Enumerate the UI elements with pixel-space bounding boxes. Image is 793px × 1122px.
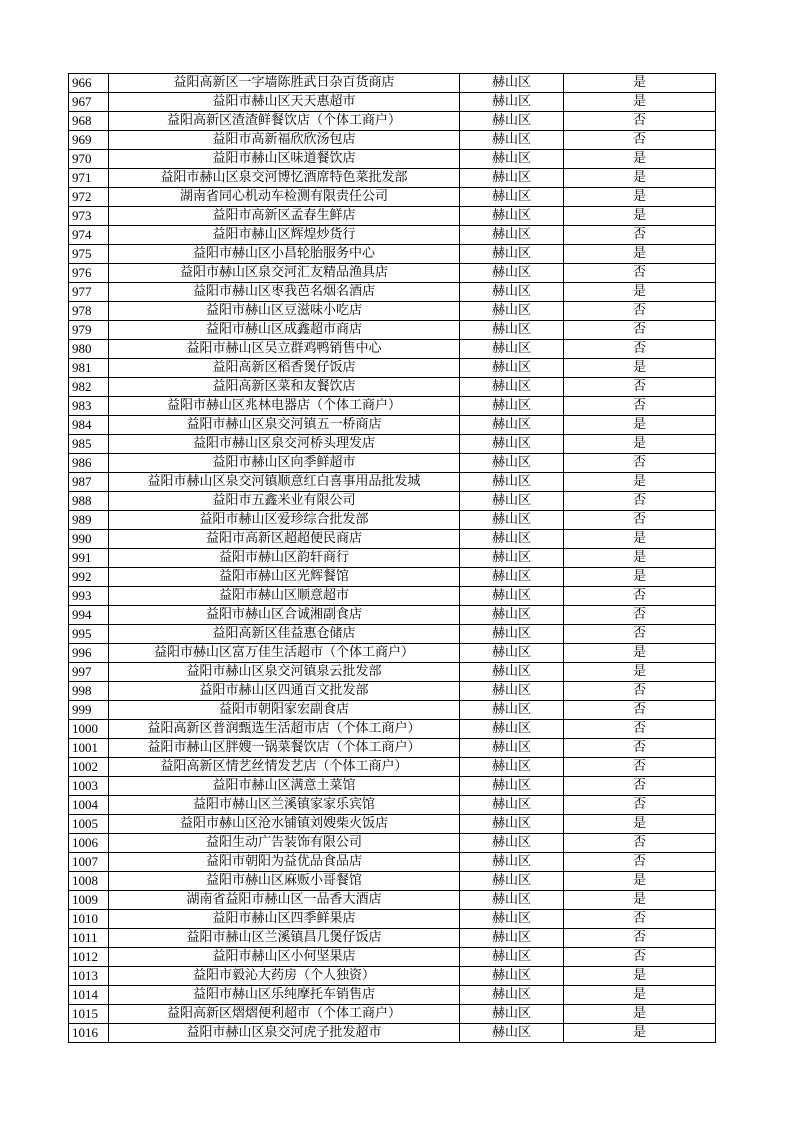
business-name-cell: 益阳市赫山区合诚湘副食店 [109,606,460,625]
business-name-cell: 湖南省同心机动车检测有限责任公司 [109,188,460,207]
table-row [69,701,716,720]
table-row [69,853,716,872]
business-name-cell: 益阳市赫山区兰溪镇昌几煲仔饭店 [109,929,460,948]
business-name-cell: 益阳市赫山区味道餐饮店 [109,150,460,169]
table-row [69,815,716,834]
status-flag-cell: 否 [564,853,716,872]
table-row [69,606,716,625]
row-number-cell: 1008 [69,872,109,891]
status-flag-cell: 是 [564,245,716,264]
status-flag-cell: 否 [564,625,716,644]
district-cell: 赫山区 [460,169,564,188]
district-cell: 赫山区 [460,283,564,302]
status-flag-cell: 否 [564,302,716,321]
district-cell: 赫山区 [460,568,564,587]
district-cell: 赫山区 [460,758,564,777]
status-flag-cell: 是 [564,169,716,188]
business-name-cell: 益阳市赫山区沧水铺镇刘嫂柴火饭店 [109,815,460,834]
district-cell: 赫山区 [460,967,564,986]
row-number-cell: 974 [69,226,109,245]
table-row [69,340,716,359]
table-row [69,302,716,321]
row-number-cell: 993 [69,587,109,606]
status-flag-cell: 是 [564,663,716,682]
business-name-cell: 益阳高新区稻香煲仔饭店 [109,359,460,378]
row-number-cell: 981 [69,359,109,378]
table-row [69,359,716,378]
table-row [69,492,716,511]
business-name-cell: 湖南省益阳市赫山区一品香大酒店 [109,891,460,910]
status-flag-cell: 否 [564,397,716,416]
row-number-cell: 986 [69,454,109,473]
table-row [69,891,716,910]
status-flag-cell: 否 [564,264,716,283]
status-flag-cell: 否 [564,378,716,397]
table-row [69,549,716,568]
district-cell: 赫山区 [460,663,564,682]
business-name-cell: 益阳市赫山区小昌轮胎服务中心 [109,245,460,264]
district-cell: 赫山区 [460,264,564,283]
district-cell: 赫山区 [460,1024,564,1043]
business-name-cell: 益阳高新区熠熠便利超市（个体工商户） [109,1005,460,1024]
table-row [69,587,716,606]
business-name-cell: 益阳市赫山区四季鲜果店 [109,910,460,929]
status-flag-cell: 是 [564,872,716,891]
business-name-cell: 益阳市赫山区泉交河汇友精品渔具店 [109,264,460,283]
table-row [69,910,716,929]
business-name-cell: 益阳高新区一字墙陈胜武日杂百货商店 [109,74,460,93]
status-flag-cell: 是 [564,1005,716,1024]
status-flag-cell: 是 [564,416,716,435]
row-number-cell: 984 [69,416,109,435]
table-row [69,112,716,131]
district-cell: 赫山区 [460,93,564,112]
row-number-cell: 987 [69,473,109,492]
table-row [69,967,716,986]
business-name-cell: 益阳市赫山区成鑫超市商店 [109,321,460,340]
row-number-cell: 1009 [69,891,109,910]
row-number-cell: 1002 [69,758,109,777]
row-number-cell: 997 [69,663,109,682]
status-flag-cell: 否 [564,739,716,758]
business-name-cell: 益阳市赫山区泉交河镇顺意红白喜事用品批发城 [109,473,460,492]
business-name-cell: 益阳市五鑫米业有限公司 [109,492,460,511]
district-cell: 赫山区 [460,739,564,758]
status-flag-cell: 是 [564,549,716,568]
table-row [69,777,716,796]
district-cell: 赫山区 [460,397,564,416]
business-name-cell: 益阳高新区普润甄选生活超市店（个体工商户） [109,720,460,739]
business-name-cell: 益阳市朝阳为益优品食品店 [109,853,460,872]
district-cell: 赫山区 [460,929,564,948]
district-cell: 赫山区 [460,321,564,340]
status-flag-cell: 是 [564,150,716,169]
business-name-cell: 益阳市赫山区满意土菜馆 [109,777,460,796]
district-cell: 赫山区 [460,834,564,853]
table-row [69,758,716,777]
business-name-cell: 益阳市赫山区四通百文批发部 [109,682,460,701]
business-name-cell: 益阳市赫山区麻贩小哥餐馆 [109,872,460,891]
table-row [69,720,716,739]
table-row [69,283,716,302]
status-flag-cell: 否 [564,777,716,796]
business-name-cell: 益阳高新区菜和友餐饮店 [109,378,460,397]
business-name-cell: 益阳市赫山区富万佳生活超市（个体工商户） [109,644,460,663]
status-flag-cell: 是 [564,986,716,1005]
district-cell: 赫山区 [460,530,564,549]
table-row [69,530,716,549]
status-flag-cell: 是 [564,74,716,93]
row-number-cell: 1000 [69,720,109,739]
table-row [69,74,716,93]
table-row [69,131,716,150]
row-number-cell: 1015 [69,1005,109,1024]
table-row [69,511,716,530]
district-cell: 赫山区 [460,74,564,93]
table-row [69,568,716,587]
status-flag-cell: 否 [564,948,716,967]
status-flag-cell: 是 [564,473,716,492]
district-cell: 赫山区 [460,777,564,796]
row-number-cell: 969 [69,131,109,150]
row-number-cell: 996 [69,644,109,663]
row-number-cell: 990 [69,530,109,549]
business-name-cell: 益阳市高新区超超便民商店 [109,530,460,549]
row-number-cell: 1016 [69,1024,109,1043]
table-row [69,454,716,473]
status-flag-cell: 是 [564,891,716,910]
status-flag-cell: 否 [564,340,716,359]
row-number-cell: 1004 [69,796,109,815]
row-number-cell: 999 [69,701,109,720]
business-name-cell: 益阳市朝阳家宏副食店 [109,701,460,720]
district-cell: 赫山区 [460,378,564,397]
table-row [69,644,716,663]
district-cell: 赫山区 [460,435,564,454]
table-row [69,321,716,340]
business-name-cell: 益阳市赫山区枣我芭名烟名酒店 [109,283,460,302]
business-name-cell: 益阳高新区渣渣鲜餐饮店（个体工商户） [109,112,460,131]
table-row [69,1024,716,1043]
table-row [69,872,716,891]
district-cell: 赫山区 [460,245,564,264]
table-row [69,682,716,701]
status-flag-cell: 是 [564,435,716,454]
row-number-cell: 1007 [69,853,109,872]
table-row [69,625,716,644]
table-body [69,74,716,1043]
table-row [69,1005,716,1024]
status-flag-cell: 是 [564,967,716,986]
district-cell: 赫山区 [460,1005,564,1024]
row-number-cell: 979 [69,321,109,340]
business-name-cell: 益阳市赫山区兆林电器店（个体工商户） [109,397,460,416]
status-flag-cell: 是 [564,359,716,378]
business-name-cell: 益阳市赫山区乐纯摩托车销售店 [109,986,460,1005]
status-flag-cell: 是 [564,188,716,207]
table-row [69,207,716,226]
district-cell: 赫山区 [460,644,564,663]
table-row [69,473,716,492]
status-flag-cell: 否 [564,492,716,511]
district-cell: 赫山区 [460,549,564,568]
district-cell: 赫山区 [460,511,564,530]
business-name-cell: 益阳市赫山区兰溪镇家家乐宾馆 [109,796,460,815]
business-name-cell: 益阳市高新福欣欣汤包店 [109,131,460,150]
status-flag-cell: 否 [564,606,716,625]
district-cell: 赫山区 [460,131,564,150]
business-name-cell: 益阳市赫山区泉交河博忆酒席特色菜批发部 [109,169,460,188]
district-cell: 赫山区 [460,872,564,891]
row-number-cell: 1003 [69,777,109,796]
district-cell: 赫山区 [460,207,564,226]
row-number-cell: 998 [69,682,109,701]
row-number-cell: 1005 [69,815,109,834]
district-cell: 赫山区 [460,587,564,606]
district-cell: 赫山区 [460,606,564,625]
district-cell: 赫山区 [460,948,564,967]
table-row [69,435,716,454]
business-name-cell: 益阳市赫山区泉交河桥头理发店 [109,435,460,454]
table-row [69,739,716,758]
business-name-cell: 益阳市赫山区天天惠超市 [109,93,460,112]
district-cell: 赫山区 [460,625,564,644]
business-name-cell: 益阳市赫山区爱珍综合批发部 [109,511,460,530]
table-row [69,226,716,245]
status-flag-cell: 否 [564,929,716,948]
status-flag-cell: 否 [564,701,716,720]
row-number-cell: 970 [69,150,109,169]
row-number-cell: 975 [69,245,109,264]
row-number-cell: 989 [69,511,109,530]
business-name-cell: 益阳市赫山区光辉餐馆 [109,568,460,587]
row-number-cell: 976 [69,264,109,283]
table-row [69,264,716,283]
business-name-cell: 益阳生动广告装饰有限公司 [109,834,460,853]
district-cell: 赫山区 [460,720,564,739]
row-number-cell: 968 [69,112,109,131]
row-number-cell: 991 [69,549,109,568]
district-cell: 赫山区 [460,226,564,245]
district-cell: 赫山区 [460,359,564,378]
district-cell: 赫山区 [460,492,564,511]
status-flag-cell: 否 [564,796,716,815]
row-number-cell: 985 [69,435,109,454]
district-cell: 赫山区 [460,340,564,359]
district-cell: 赫山区 [460,815,564,834]
table-row [69,834,716,853]
table-row [69,663,716,682]
row-number-cell: 980 [69,340,109,359]
row-number-cell: 983 [69,397,109,416]
row-number-cell: 1010 [69,910,109,929]
row-number-cell: 1006 [69,834,109,853]
row-number-cell: 994 [69,606,109,625]
row-number-cell: 1001 [69,739,109,758]
status-flag-cell: 是 [564,568,716,587]
district-cell: 赫山区 [460,112,564,131]
business-name-cell: 益阳市赫山区泉交河虎子批发超市 [109,1024,460,1043]
district-cell: 赫山区 [460,302,564,321]
business-name-cell: 益阳市赫山区泉交河镇五一桥商店 [109,416,460,435]
district-cell: 赫山区 [460,682,564,701]
status-flag-cell: 否 [564,682,716,701]
district-cell: 赫山区 [460,891,564,910]
row-number-cell: 1011 [69,929,109,948]
status-flag-cell: 是 [564,1024,716,1043]
status-flag-cell: 否 [564,720,716,739]
row-number-cell: 967 [69,93,109,112]
table-row [69,378,716,397]
row-number-cell: 1014 [69,986,109,1005]
row-number-cell: 982 [69,378,109,397]
row-number-cell: 971 [69,169,109,188]
status-flag-cell: 是 [564,283,716,302]
business-name-cell: 益阳高新区佳益惠仓储店 [109,625,460,644]
business-name-cell: 益阳市赫山区辉煌炒货行 [109,226,460,245]
row-number-cell: 977 [69,283,109,302]
status-flag-cell: 否 [564,587,716,606]
business-register-table [68,73,716,1043]
business-name-cell: 益阳市赫山区小何坚果店 [109,948,460,967]
business-name-cell: 益阳市赫山区豆滋味小吃店 [109,302,460,321]
table-row [69,929,716,948]
district-cell: 赫山区 [460,853,564,872]
status-flag-cell: 是 [564,207,716,226]
status-flag-cell: 是 [564,644,716,663]
status-flag-cell: 是 [564,815,716,834]
row-number-cell: 972 [69,188,109,207]
district-cell: 赫山区 [460,150,564,169]
table-row [69,796,716,815]
table-row [69,245,716,264]
table-row [69,93,716,112]
table-row [69,986,716,1005]
table-row [69,416,716,435]
row-number-cell: 966 [69,74,109,93]
district-cell: 赫山区 [460,910,564,929]
business-name-cell: 益阳市赫山区吴立群鸡鸭销售中心 [109,340,460,359]
business-name-cell: 益阳市赫山区胖嫂一锅菜餐饮店（个体工商户） [109,739,460,758]
row-number-cell: 992 [69,568,109,587]
status-flag-cell: 否 [564,454,716,473]
district-cell: 赫山区 [460,701,564,720]
business-name-cell: 益阳市毅沁大药房（个人独资） [109,967,460,986]
status-flag-cell: 否 [564,131,716,150]
status-flag-cell: 否 [564,834,716,853]
district-cell: 赫山区 [460,986,564,1005]
row-number-cell: 1013 [69,967,109,986]
status-flag-cell: 否 [564,321,716,340]
row-number-cell: 973 [69,207,109,226]
district-cell: 赫山区 [460,454,564,473]
business-name-cell: 益阳高新区情艺丝情发艺店（个体工商户） [109,758,460,777]
business-name-cell: 益阳市赫山区泉交河镇泉云批发部 [109,663,460,682]
business-name-cell: 益阳市赫山区韵轩商行 [109,549,460,568]
business-name-cell: 益阳市赫山区向季鲜超市 [109,454,460,473]
status-flag-cell: 否 [564,112,716,131]
district-cell: 赫山区 [460,796,564,815]
district-cell: 赫山区 [460,188,564,207]
table-row [69,397,716,416]
status-flag-cell: 否 [564,758,716,777]
row-number-cell: 978 [69,302,109,321]
table-row [69,948,716,967]
row-number-cell: 995 [69,625,109,644]
business-name-cell: 益阳市高新区孟春生鲜店 [109,207,460,226]
status-flag-cell: 否 [564,511,716,530]
table-row [69,169,716,188]
status-flag-cell: 是 [564,93,716,112]
business-name-cell: 益阳市赫山区顺意超市 [109,587,460,606]
row-number-cell: 1012 [69,948,109,967]
row-number-cell: 988 [69,492,109,511]
table-row [69,188,716,207]
status-flag-cell: 是 [564,530,716,549]
table-row [69,150,716,169]
district-cell: 赫山区 [460,473,564,492]
status-flag-cell: 否 [564,226,716,245]
district-cell: 赫山区 [460,416,564,435]
status-flag-cell: 否 [564,910,716,929]
